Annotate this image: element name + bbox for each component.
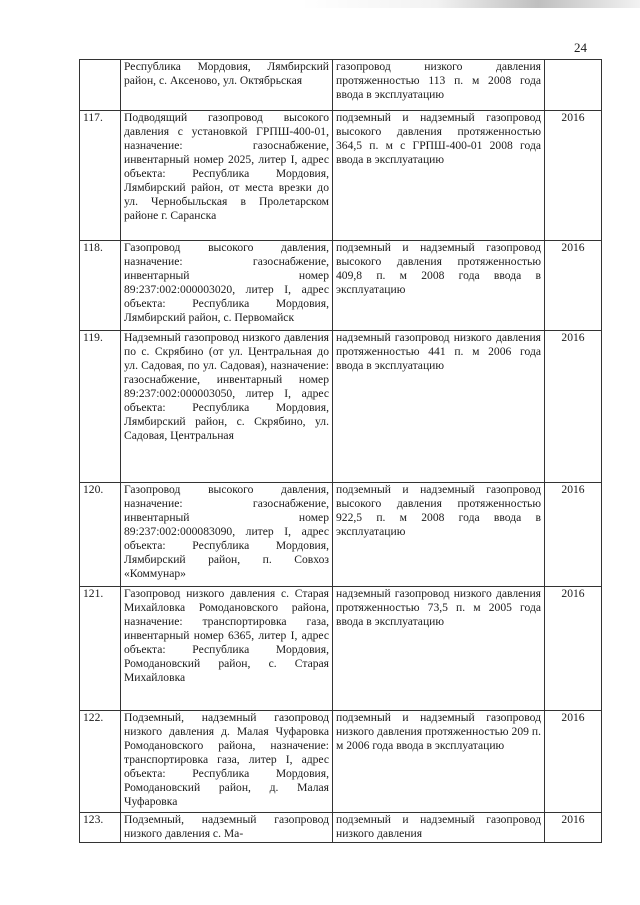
year <box>545 60 602 111</box>
object-name: Газопровод высокого давления, назначение: газоснабжение, инвентарный номер 89:237:002:000003020, литер I, адрес объекта: Республика Мордовия, Лямбирский район, с. Первомайск <box>121 241 333 331</box>
object-description: подземный и надземный газопровод высокого давления протяженностью 364,5 п. м с ГРПШ-400-01 2008 года ввода в эксплуатацию <box>333 111 545 241</box>
row-number: 117. <box>80 111 121 241</box>
row-number: 119. <box>80 331 121 483</box>
row-number: 118. <box>80 241 121 331</box>
table-row <box>80 111 602 241</box>
object-name: Подземный, надземный газопровод низкого давления д. Малая Чуфаровка Ромодановского района, назначение: транспортировка газа, литер I, адрес объекта: Республика Мордовия, Ромодановский район, д. Малая Чуфаровка <box>121 711 333 813</box>
row-number: 120. <box>80 483 121 587</box>
object-name: Подводящий газопровод высокого давления с установкой ГРПШ-400-01, назначение: газоснабжение, инвентарный номер 2025, литер I, адрес объекта: Республика Мордовия, Лямбирский район, от места врезки до ул. Чернобыльская в Пролетарском районе г. Саранска <box>121 111 333 241</box>
page-number: 24 <box>574 40 587 55</box>
table-row <box>80 483 602 587</box>
object-name: Надземный газопровод низкого давления по с. Скрябино (от ул. Центральная до ул. Садовая, по ул. Садовая), назначение: газоснабжение, инвентарный номер 89:237:002:000003050, литер I, адрес объекта: Республика Мордовия, Лямбирский район, с. Скрябино, ул. Садовая, Центральная <box>121 331 333 483</box>
object-name: Республика Мордовия, Лямбирский район, с. Аксеново, ул. Октябрьская <box>121 60 333 111</box>
object-description: подземный и надземный газопровод высокого давления протяженностью 409,8 п. м 2008 года ввода в эксплуатацию <box>333 241 545 331</box>
object-description: надземный газопровод низкого давления протяженностью 73,5 п. м 2005 года ввода в эксплуатацию <box>333 587 545 711</box>
table-row <box>80 60 602 111</box>
table-row <box>80 711 602 813</box>
year: 2016 <box>545 813 602 843</box>
table-row <box>80 587 602 711</box>
object-name: Газопровод низкого давления с. Старая Михайловка Ромодановского района, назначение: транспортировка газа, инвентарный номер 6365, литер I, адрес объекта: Республика Мордовия, Ромодановский район, с. Старая Михайловка <box>121 587 333 711</box>
table-row <box>80 813 602 843</box>
table-row <box>80 331 602 483</box>
object-description: подземный и надземный газопровод низкого давления <box>333 813 545 843</box>
object-description: газопровод низкого давления протяженностью 113 п. м 2008 года ввода в эксплуатацию <box>333 60 545 111</box>
object-name: Подземный, надземный газопровод низкого давления с. Ма- <box>121 813 333 843</box>
year: 2016 <box>545 331 602 483</box>
object-description: надземный газопровод низкого давления протяженностью 441 п. м 2006 года ввода в эксплуатацию <box>333 331 545 483</box>
object-description: подземный и надземный газопровод низкого давления протяженностью 209 п. м 2006 года ввода в эксплуатацию <box>333 711 545 813</box>
object-description: подземный и надземный газопровод высокого давления протяженностью 922,5 п. м 2008 года ввода в эксплуатацию <box>333 483 545 587</box>
property-registry-table <box>79 59 602 843</box>
row-number: 122. <box>80 711 121 813</box>
row-number: 123. <box>80 813 121 843</box>
year: 2016 <box>545 483 602 587</box>
scan-edge-noise <box>300 0 640 8</box>
table-row <box>80 241 602 331</box>
year: 2016 <box>545 111 602 241</box>
year: 2016 <box>545 587 602 711</box>
year: 2016 <box>545 241 602 331</box>
row-number <box>80 60 121 111</box>
row-number: 121. <box>80 587 121 711</box>
year: 2016 <box>545 711 602 813</box>
object-name: Газопровод высокого давления, назначение: газоснабжение, инвентарный номер 89:237:002:000083090, литер I, адрес объекта: Республика Мордовия, Лямбирский район, п. Совхоз «Коммунар» <box>121 483 333 587</box>
